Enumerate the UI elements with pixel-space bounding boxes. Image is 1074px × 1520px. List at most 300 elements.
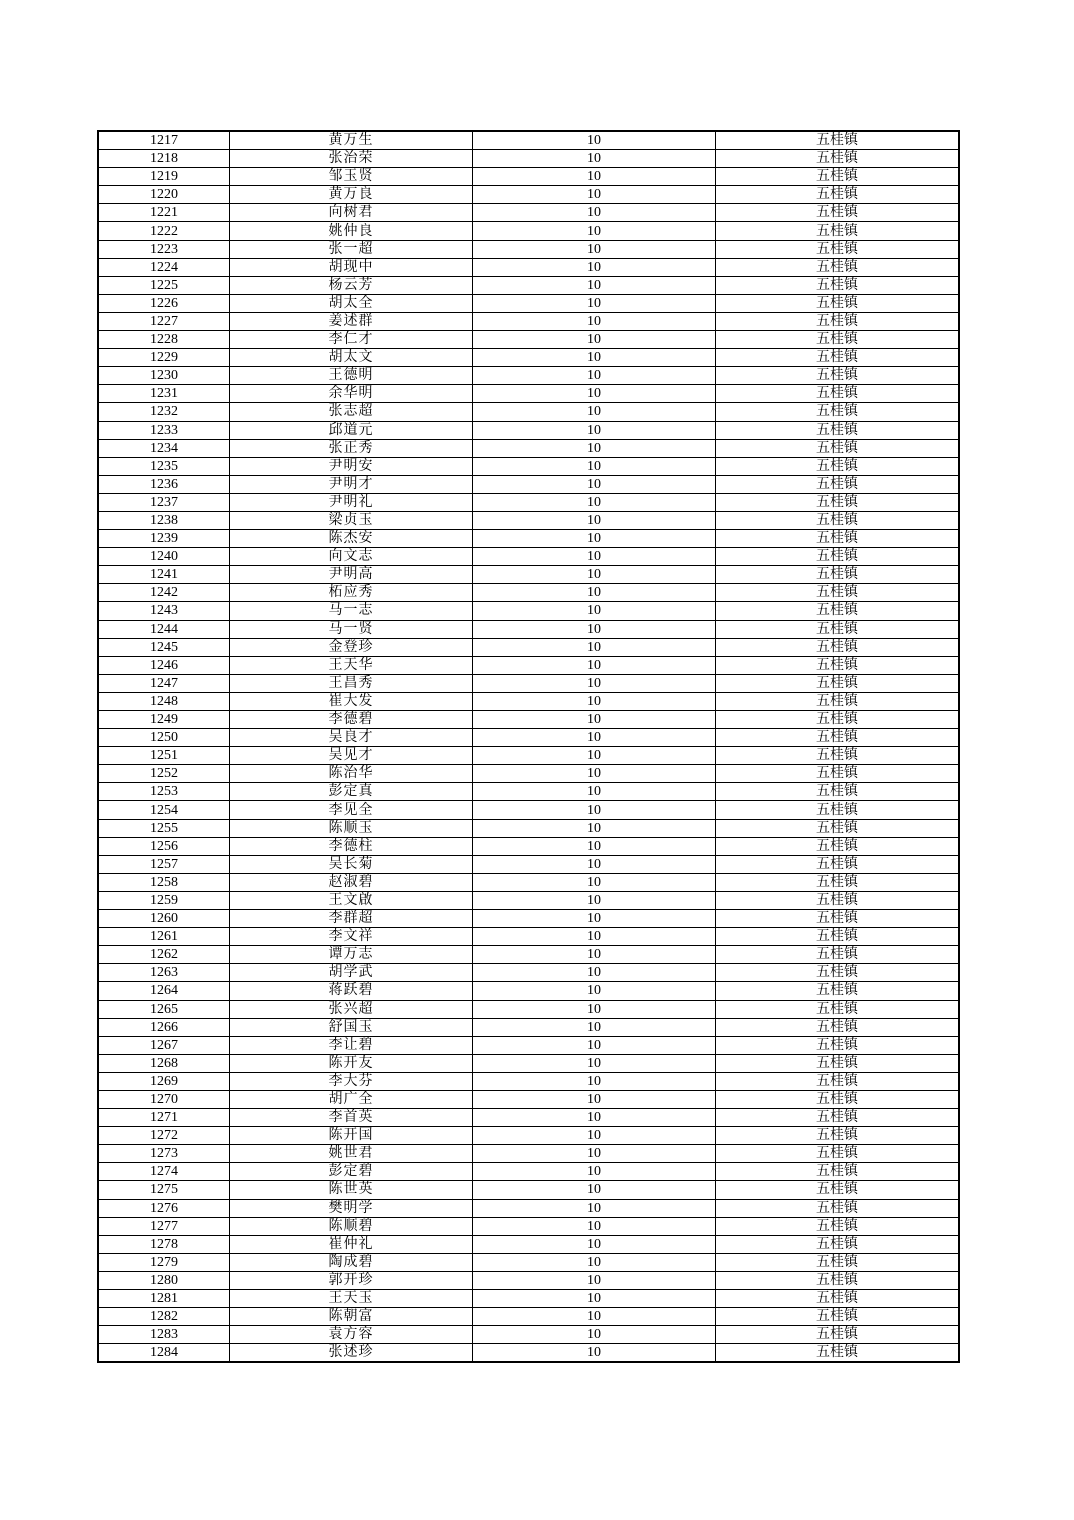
- town-cell: 五桂镇: [716, 258, 960, 276]
- table-row: [98, 946, 959, 964]
- amount-cell: 10: [473, 729, 716, 747]
- table-row: [98, 349, 959, 367]
- row-number-cell: 1274: [98, 1163, 230, 1181]
- person-name-cell: 张志超: [230, 403, 473, 421]
- table-row: [98, 331, 959, 349]
- table-row: [98, 493, 959, 511]
- town-cell: 五桂镇: [716, 1036, 960, 1054]
- amount-cell: 10: [473, 349, 716, 367]
- table-row: [98, 222, 959, 240]
- table-row: [98, 385, 959, 403]
- person-name-cell: 王天玉: [230, 1290, 473, 1308]
- table-row: [98, 186, 959, 204]
- town-cell: 五桂镇: [716, 1308, 960, 1326]
- town-cell: 五桂镇: [716, 403, 960, 421]
- table-row: [98, 258, 959, 276]
- town-cell: 五桂镇: [716, 1235, 960, 1253]
- town-cell: 五桂镇: [716, 312, 960, 330]
- table-row: [98, 530, 959, 548]
- person-name-cell: 舒国玉: [230, 1018, 473, 1036]
- amount-cell: 10: [473, 439, 716, 457]
- amount-cell: 10: [473, 584, 716, 602]
- amount-cell: 10: [473, 1109, 716, 1127]
- person-name-cell: 梁贞玉: [230, 511, 473, 529]
- person-name-cell: 李首英: [230, 1109, 473, 1127]
- table-row: [98, 1018, 959, 1036]
- person-name-cell: 胡现中: [230, 258, 473, 276]
- row-number-cell: 1256: [98, 837, 230, 855]
- table-row: [98, 1054, 959, 1072]
- amount-cell: 10: [473, 711, 716, 729]
- town-cell: 五桂镇: [716, 964, 960, 982]
- town-cell: 五桂镇: [716, 566, 960, 584]
- table-row: [98, 1290, 959, 1308]
- table-row: [98, 674, 959, 692]
- table-row: [98, 294, 959, 312]
- person-name-cell: 王德明: [230, 367, 473, 385]
- table-row: [98, 1344, 959, 1363]
- town-cell: 五桂镇: [716, 674, 960, 692]
- row-number-cell: 1229: [98, 349, 230, 367]
- person-name-cell: 李文祥: [230, 928, 473, 946]
- town-cell: 五桂镇: [716, 1344, 960, 1363]
- amount-cell: 10: [473, 1018, 716, 1036]
- row-number-cell: 1243: [98, 602, 230, 620]
- town-cell: 五桂镇: [716, 131, 960, 150]
- table-row: [98, 1253, 959, 1271]
- row-number-cell: 1250: [98, 729, 230, 747]
- town-cell: 五桂镇: [716, 548, 960, 566]
- table-row: [98, 873, 959, 891]
- person-name-cell: 李德柱: [230, 837, 473, 855]
- row-number-cell: 1245: [98, 638, 230, 656]
- row-number-cell: 1279: [98, 1253, 230, 1271]
- row-number-cell: 1263: [98, 964, 230, 982]
- town-cell: 五桂镇: [716, 873, 960, 891]
- row-number-cell: 1241: [98, 566, 230, 584]
- town-cell: 五桂镇: [716, 331, 960, 349]
- table-row: [98, 1235, 959, 1253]
- amount-cell: 10: [473, 1054, 716, 1072]
- table-row: [98, 403, 959, 421]
- town-cell: 五桂镇: [716, 204, 960, 222]
- town-cell: 五桂镇: [716, 1271, 960, 1289]
- table-row: [98, 765, 959, 783]
- town-cell: 五桂镇: [716, 783, 960, 801]
- row-number-cell: 1235: [98, 457, 230, 475]
- person-name-cell: 陈治华: [230, 765, 473, 783]
- town-cell: 五桂镇: [716, 837, 960, 855]
- person-name-cell: 金登珍: [230, 638, 473, 656]
- amount-cell: 10: [473, 692, 716, 710]
- amount-cell: 10: [473, 602, 716, 620]
- row-number-cell: 1246: [98, 656, 230, 674]
- town-cell: 五桂镇: [716, 1090, 960, 1108]
- town-cell: 五桂镇: [716, 982, 960, 1000]
- town-cell: 五桂镇: [716, 1054, 960, 1072]
- person-name-cell: 马一贤: [230, 620, 473, 638]
- row-number-cell: 1259: [98, 891, 230, 909]
- amount-cell: 10: [473, 385, 716, 403]
- row-number-cell: 1262: [98, 946, 230, 964]
- table-row: [98, 204, 959, 222]
- roster-table: [97, 130, 960, 1363]
- amount-cell: 10: [473, 1090, 716, 1108]
- amount-cell: 10: [473, 946, 716, 964]
- table-row: [98, 566, 959, 584]
- table-row: [98, 1308, 959, 1326]
- person-name-cell: 崔大发: [230, 692, 473, 710]
- table-row: [98, 964, 959, 982]
- table-row: [98, 150, 959, 168]
- table-row: [98, 1127, 959, 1145]
- amount-cell: 10: [473, 457, 716, 475]
- person-name-cell: 尹明高: [230, 566, 473, 584]
- table-row: [98, 1217, 959, 1235]
- amount-cell: 10: [473, 367, 716, 385]
- table-row: [98, 457, 959, 475]
- row-number-cell: 1272: [98, 1127, 230, 1145]
- town-cell: 五桂镇: [716, 385, 960, 403]
- amount-cell: 10: [473, 656, 716, 674]
- row-number-cell: 1242: [98, 584, 230, 602]
- row-number-cell: 1253: [98, 783, 230, 801]
- amount-cell: 10: [473, 566, 716, 584]
- table-row: [98, 692, 959, 710]
- amount-cell: 10: [473, 403, 716, 421]
- town-cell: 五桂镇: [716, 240, 960, 258]
- row-number-cell: 1249: [98, 711, 230, 729]
- table-row: [98, 168, 959, 186]
- amount-cell: 10: [473, 131, 716, 150]
- row-number-cell: 1227: [98, 312, 230, 330]
- amount-cell: 10: [473, 674, 716, 692]
- table-row: [98, 1090, 959, 1108]
- amount-cell: 10: [473, 150, 716, 168]
- amount-cell: 10: [473, 530, 716, 548]
- row-number-cell: 1252: [98, 765, 230, 783]
- town-cell: 五桂镇: [716, 457, 960, 475]
- row-number-cell: 1257: [98, 855, 230, 873]
- row-number-cell: 1236: [98, 475, 230, 493]
- person-name-cell: 尹明礼: [230, 493, 473, 511]
- person-name-cell: 胡学武: [230, 964, 473, 982]
- person-name-cell: 姜述群: [230, 312, 473, 330]
- table-row: [98, 982, 959, 1000]
- amount-cell: 10: [473, 1145, 716, 1163]
- row-number-cell: 1265: [98, 1000, 230, 1018]
- amount-cell: 10: [473, 873, 716, 891]
- row-number-cell: 1217: [98, 131, 230, 150]
- person-name-cell: 吴长菊: [230, 855, 473, 873]
- person-name-cell: 王天华: [230, 656, 473, 674]
- row-number-cell: 1232: [98, 403, 230, 421]
- table-row: [98, 837, 959, 855]
- person-name-cell: 李大芬: [230, 1072, 473, 1090]
- row-number-cell: 1220: [98, 186, 230, 204]
- row-number-cell: 1271: [98, 1109, 230, 1127]
- table-row: [98, 511, 959, 529]
- amount-cell: 10: [473, 294, 716, 312]
- person-name-cell: 李仁才: [230, 331, 473, 349]
- amount-cell: 10: [473, 801, 716, 819]
- row-number-cell: 1267: [98, 1036, 230, 1054]
- table-row: [98, 1036, 959, 1054]
- person-name-cell: 尹明安: [230, 457, 473, 475]
- row-number-cell: 1282: [98, 1308, 230, 1326]
- town-cell: 五桂镇: [716, 421, 960, 439]
- row-number-cell: 1278: [98, 1235, 230, 1253]
- town-cell: 五桂镇: [716, 620, 960, 638]
- amount-cell: 10: [473, 1163, 716, 1181]
- amount-cell: 10: [473, 837, 716, 855]
- person-name-cell: 李让碧: [230, 1036, 473, 1054]
- town-cell: 五桂镇: [716, 222, 960, 240]
- amount-cell: 10: [473, 765, 716, 783]
- row-number-cell: 1270: [98, 1090, 230, 1108]
- table-row: [98, 367, 959, 385]
- person-name-cell: 陈杰安: [230, 530, 473, 548]
- table-row: [98, 801, 959, 819]
- row-number-cell: 1238: [98, 511, 230, 529]
- person-name-cell: 黄万生: [230, 131, 473, 150]
- person-name-cell: 袁方容: [230, 1326, 473, 1344]
- town-cell: 五桂镇: [716, 276, 960, 294]
- person-name-cell: 陈顺碧: [230, 1217, 473, 1235]
- town-cell: 五桂镇: [716, 891, 960, 909]
- town-cell: 五桂镇: [716, 855, 960, 873]
- town-cell: 五桂镇: [716, 928, 960, 946]
- table-row: [98, 131, 959, 150]
- amount-cell: 10: [473, 312, 716, 330]
- amount-cell: 10: [473, 276, 716, 294]
- town-cell: 五桂镇: [716, 711, 960, 729]
- person-name-cell: 吴见才: [230, 747, 473, 765]
- town-cell: 五桂镇: [716, 1109, 960, 1127]
- town-cell: 五桂镇: [716, 584, 960, 602]
- town-cell: 五桂镇: [716, 1326, 960, 1344]
- amount-cell: 10: [473, 1181, 716, 1199]
- table-row: [98, 312, 959, 330]
- person-name-cell: 彭定真: [230, 783, 473, 801]
- table-row: [98, 1271, 959, 1289]
- row-number-cell: 1221: [98, 204, 230, 222]
- person-name-cell: 彭定碧: [230, 1163, 473, 1181]
- table-row: [98, 891, 959, 909]
- person-name-cell: 陈顺玉: [230, 819, 473, 837]
- table-row: [98, 475, 959, 493]
- table-row: [98, 819, 959, 837]
- town-cell: 五桂镇: [716, 819, 960, 837]
- town-cell: 五桂镇: [716, 1290, 960, 1308]
- amount-cell: 10: [473, 1199, 716, 1217]
- town-cell: 五桂镇: [716, 747, 960, 765]
- town-cell: 五桂镇: [716, 1000, 960, 1018]
- row-number-cell: 1225: [98, 276, 230, 294]
- amount-cell: 10: [473, 891, 716, 909]
- table-row: [98, 711, 959, 729]
- amount-cell: 10: [473, 964, 716, 982]
- row-number-cell: 1283: [98, 1326, 230, 1344]
- row-number-cell: 1280: [98, 1271, 230, 1289]
- row-number-cell: 1269: [98, 1072, 230, 1090]
- row-number-cell: 1264: [98, 982, 230, 1000]
- row-number-cell: 1276: [98, 1199, 230, 1217]
- table-row: [98, 620, 959, 638]
- row-number-cell: 1218: [98, 150, 230, 168]
- person-name-cell: 向树君: [230, 204, 473, 222]
- table-row: [98, 584, 959, 602]
- town-cell: 五桂镇: [716, 638, 960, 656]
- town-cell: 五桂镇: [716, 1199, 960, 1217]
- row-number-cell: 1239: [98, 530, 230, 548]
- amount-cell: 10: [473, 1127, 716, 1145]
- amount-cell: 10: [473, 747, 716, 765]
- amount-cell: 10: [473, 1253, 716, 1271]
- person-name-cell: 胡广全: [230, 1090, 473, 1108]
- person-name-cell: 王昌秀: [230, 674, 473, 692]
- person-name-cell: 赵淑碧: [230, 873, 473, 891]
- row-number-cell: 1222: [98, 222, 230, 240]
- amount-cell: 10: [473, 1271, 716, 1289]
- person-name-cell: 樊明学: [230, 1199, 473, 1217]
- amount-cell: 10: [473, 1235, 716, 1253]
- town-cell: 五桂镇: [716, 1018, 960, 1036]
- town-cell: 五桂镇: [716, 294, 960, 312]
- amount-cell: 10: [473, 204, 716, 222]
- row-number-cell: 1275: [98, 1181, 230, 1199]
- amount-cell: 10: [473, 638, 716, 656]
- town-cell: 五桂镇: [716, 493, 960, 511]
- row-number-cell: 1226: [98, 294, 230, 312]
- town-cell: 五桂镇: [716, 1253, 960, 1271]
- row-number-cell: 1266: [98, 1018, 230, 1036]
- town-cell: 五桂镇: [716, 1072, 960, 1090]
- person-name-cell: 李见全: [230, 801, 473, 819]
- table-row: [98, 1181, 959, 1199]
- town-cell: 五桂镇: [716, 1127, 960, 1145]
- person-name-cell: 姚世君: [230, 1145, 473, 1163]
- row-number-cell: 1234: [98, 439, 230, 457]
- amount-cell: 10: [473, 783, 716, 801]
- town-cell: 五桂镇: [716, 186, 960, 204]
- table-row: [98, 602, 959, 620]
- town-cell: 五桂镇: [716, 1181, 960, 1199]
- amount-cell: 10: [473, 511, 716, 529]
- person-name-cell: 崔仲礼: [230, 1235, 473, 1253]
- row-number-cell: 1237: [98, 493, 230, 511]
- table-row: [98, 548, 959, 566]
- town-cell: 五桂镇: [716, 367, 960, 385]
- amount-cell: 10: [473, 1217, 716, 1235]
- amount-cell: 10: [473, 475, 716, 493]
- person-name-cell: 张兴超: [230, 1000, 473, 1018]
- table-row: [98, 638, 959, 656]
- amount-cell: 10: [473, 186, 716, 204]
- table-row: [98, 421, 959, 439]
- row-number-cell: 1255: [98, 819, 230, 837]
- person-name-cell: 陶成碧: [230, 1253, 473, 1271]
- person-name-cell: 张正秀: [230, 439, 473, 457]
- table-row: [98, 910, 959, 928]
- town-cell: 五桂镇: [716, 511, 960, 529]
- person-name-cell: 陈朝富: [230, 1308, 473, 1326]
- amount-cell: 10: [473, 222, 716, 240]
- table-row: [98, 1072, 959, 1090]
- person-name-cell: 黄万良: [230, 186, 473, 204]
- amount-cell: 10: [473, 1326, 716, 1344]
- person-name-cell: 李群超: [230, 910, 473, 928]
- amount-cell: 10: [473, 493, 716, 511]
- amount-cell: 10: [473, 548, 716, 566]
- person-name-cell: 余华明: [230, 385, 473, 403]
- row-number-cell: 1268: [98, 1054, 230, 1072]
- town-cell: 五桂镇: [716, 692, 960, 710]
- row-number-cell: 1273: [98, 1145, 230, 1163]
- row-number-cell: 1254: [98, 801, 230, 819]
- roster-table-body: [98, 131, 959, 1362]
- amount-cell: 10: [473, 240, 716, 258]
- person-name-cell: 邹玉贤: [230, 168, 473, 186]
- row-number-cell: 1258: [98, 873, 230, 891]
- amount-cell: 10: [473, 620, 716, 638]
- person-name-cell: 谭万志: [230, 946, 473, 964]
- amount-cell: 10: [473, 1036, 716, 1054]
- amount-cell: 10: [473, 258, 716, 276]
- person-name-cell: 张述珍: [230, 1344, 473, 1363]
- row-number-cell: 1284: [98, 1344, 230, 1363]
- row-number-cell: 1251: [98, 747, 230, 765]
- table-row: [98, 928, 959, 946]
- person-name-cell: 陈开国: [230, 1127, 473, 1145]
- town-cell: 五桂镇: [716, 946, 960, 964]
- row-number-cell: 1260: [98, 910, 230, 928]
- amount-cell: 10: [473, 168, 716, 186]
- person-name-cell: 王文啟: [230, 891, 473, 909]
- row-number-cell: 1244: [98, 620, 230, 638]
- town-cell: 五桂镇: [716, 168, 960, 186]
- table-row: [98, 783, 959, 801]
- town-cell: 五桂镇: [716, 729, 960, 747]
- table-row: [98, 240, 959, 258]
- table-row: [98, 855, 959, 873]
- amount-cell: 10: [473, 819, 716, 837]
- row-number-cell: 1261: [98, 928, 230, 946]
- row-number-cell: 1219: [98, 168, 230, 186]
- row-number-cell: 1247: [98, 674, 230, 692]
- amount-cell: 10: [473, 421, 716, 439]
- row-number-cell: 1223: [98, 240, 230, 258]
- amount-cell: 10: [473, 331, 716, 349]
- amount-cell: 10: [473, 910, 716, 928]
- person-name-cell: 吴良才: [230, 729, 473, 747]
- amount-cell: 10: [473, 1344, 716, 1363]
- row-number-cell: 1281: [98, 1290, 230, 1308]
- person-name-cell: 陈开友: [230, 1054, 473, 1072]
- person-name-cell: 李德碧: [230, 711, 473, 729]
- town-cell: 五桂镇: [716, 765, 960, 783]
- row-number-cell: 1230: [98, 367, 230, 385]
- person-name-cell: 向文志: [230, 548, 473, 566]
- person-name-cell: 姚仲良: [230, 222, 473, 240]
- town-cell: 五桂镇: [716, 801, 960, 819]
- town-cell: 五桂镇: [716, 656, 960, 674]
- town-cell: 五桂镇: [716, 1217, 960, 1235]
- person-name-cell: 胡太全: [230, 294, 473, 312]
- person-name-cell: 杨云芳: [230, 276, 473, 294]
- table-row: [98, 656, 959, 674]
- table-row: [98, 1109, 959, 1127]
